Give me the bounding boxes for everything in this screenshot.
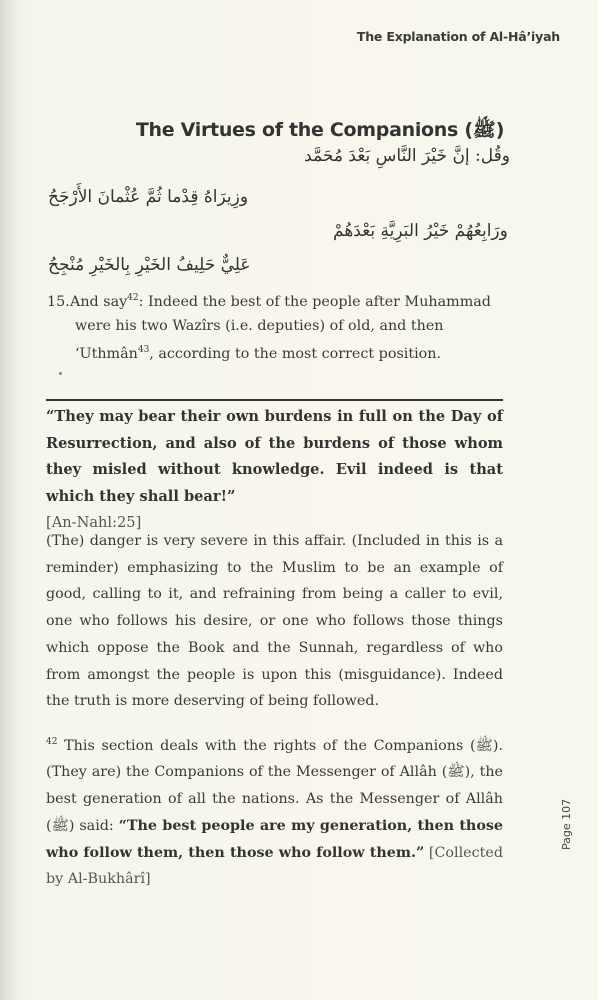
- page-edge: [598, 0, 610, 1000]
- quote-text: “They may bear their own burdens in full on the Day of Resurrection, and also of the burdens of those whom they misled without knowledge. Evil indeed is that which they shall bear!”: [46, 408, 503, 505]
- footnote-ref-42[interactable]: 42: [127, 293, 139, 303]
- poem-line-4: عَلِيٌّ حَلِيفُ الخَيْرِ بِالخَيْرِ مُنْجِحُ: [48, 255, 251, 275]
- verse-continuation: [47, 314, 502, 366]
- body-paragraph: (The) danger is very severe in this affair. (Included in this is a reminder) emphasizing to the Muslim to be an example of good, calling to it, and refraining from being a caller to evil, one who follows his desire, or one who follows those things which oppose the Book and the Sunnah, regardless of who from amongst the people is upon this (misguidance). Indeed the truth is more deserving of being followed.: [46, 533, 503, 710]
- quran-quote: [46, 404, 503, 537]
- footnote-42: [46, 729, 503, 893]
- verse-text: : Indeed the best of the people after Muhammad: [138, 293, 491, 310]
- hadith-text: “The best people are my generation, then those who follow them, then those who follow them.”: [46, 817, 503, 861]
- verse-text: ‘Uthmân: [75, 345, 138, 362]
- verse-translation: [47, 286, 502, 366]
- page-number: Page 107: [560, 798, 573, 850]
- verse-text: were his two Wazîrs (i.e. deputies) of old, and then: [75, 317, 444, 334]
- quote-reference: [An-Nahl:25]: [46, 514, 142, 531]
- poem-line-1: وقُل: إنَّ خَيْرَ النَّاسِ بَعْدَ مُحَمَّد: [304, 146, 510, 166]
- verse-text: And say: [70, 293, 128, 310]
- verse-number: 15.: [47, 293, 70, 310]
- poem-line-3: ورَابِعُهُمْ خَيْرُ البَرِيَّةِ بَعْدَهُمْ: [333, 221, 508, 241]
- poem-line-2: وزِيرَاهُ قِدْما ثُمَّ عُثْمانَ الأَرْجَحُ: [48, 187, 249, 207]
- speck: [59, 372, 62, 375]
- section-title: The Virtues of the Companions (ﷺ): [135, 119, 505, 141]
- hadith-collection: [Collected by Al-Bukhârî]: [46, 844, 503, 888]
- verse-text: , according to the most correct position.: [149, 345, 442, 362]
- footnote-number: 42: [46, 737, 58, 747]
- running-header: The Explanation of Al-Hâ’iyah: [356, 29, 560, 44]
- footnote-ref-43[interactable]: 43: [137, 344, 150, 355]
- divider-rule: [46, 399, 503, 401]
- footnote-text: This section deals with the rights of the Companions (ﷺ). (They are) the Companions of the Messenger of Allâh (ﷺ), the best generation of all the nations. As the Messenger of Allâh (ﷺ) said:: [46, 737, 503, 834]
